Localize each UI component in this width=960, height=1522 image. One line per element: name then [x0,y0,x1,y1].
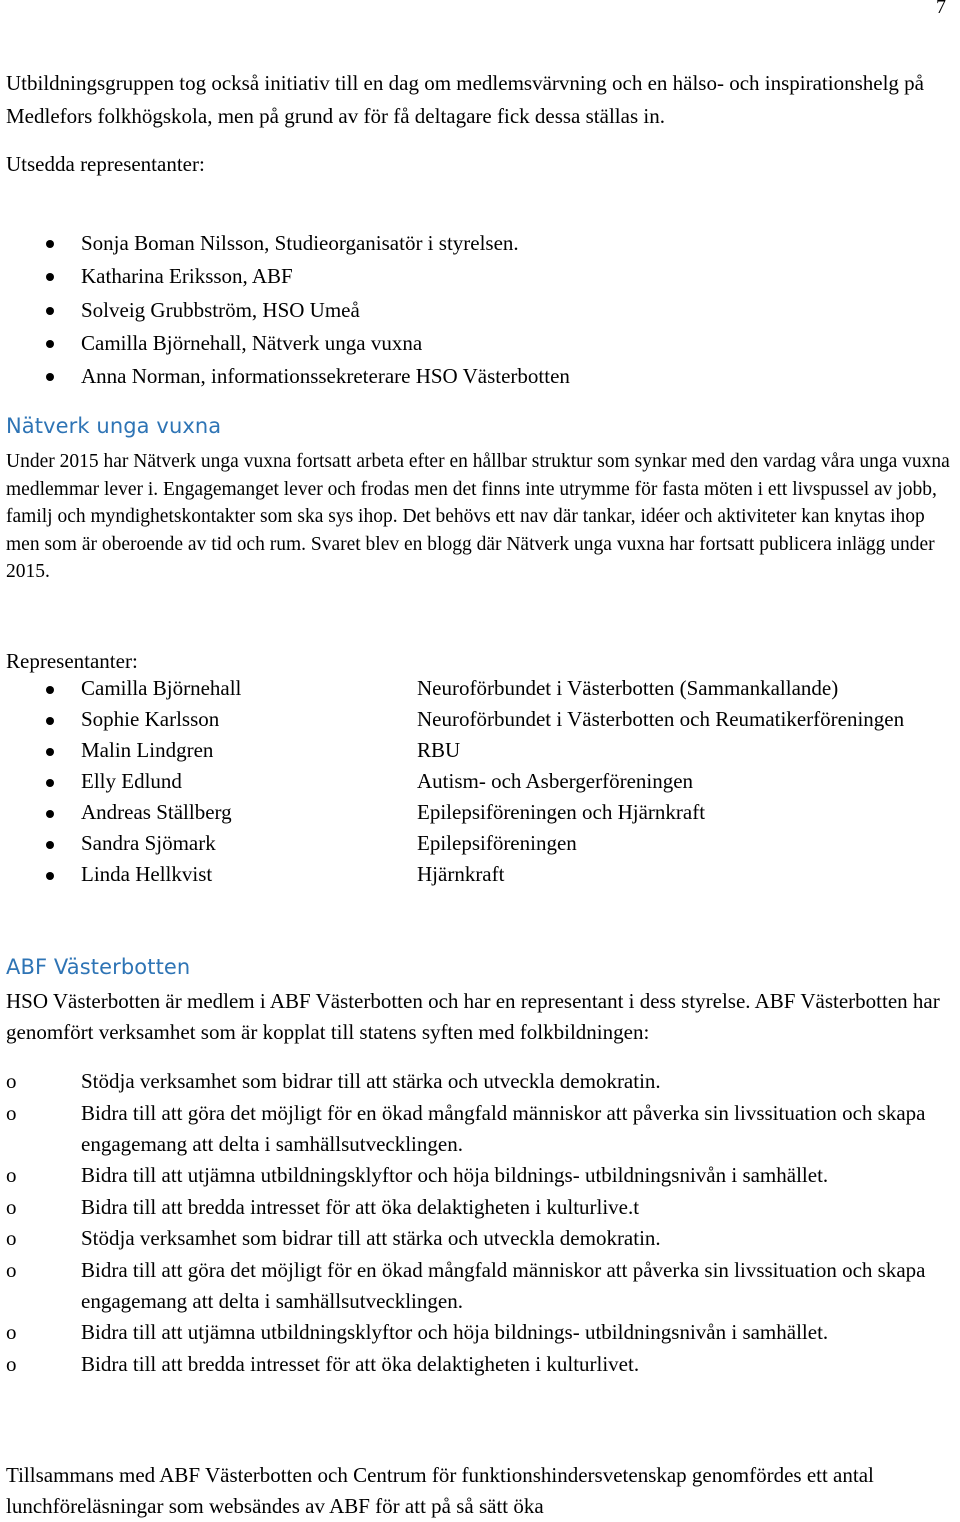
rep-name: Linda Hellkvist [81,862,213,886]
rep-org: Autism- och Asbergerföreningen [417,769,694,793]
bullet-icon [46,841,54,849]
rep-name: Camilla Björnehall [81,676,242,700]
table-row [6,767,957,798]
bullet-icon [46,340,54,348]
representatives-list [6,227,946,393]
circle-bullet-icon: o [6,1351,17,1376]
circle-bullet-icon: o [6,1257,17,1282]
intro-paragraph: Utbildningsgruppen tog också initiativ till en dag om medlemsvärvning och en hälso- och inspirationshelg på Medlefors folkhögskola, men på grund av för få deltagare fick dessa ställas in. [6,71,925,128]
list-item: o Bidra till att göra det möjligt för en ökad mångfald människor att påverka sin livssituation och skapa engagemang att delta i samhällsutvecklingen. [6,1255,951,1317]
bullet-icon [46,373,54,381]
list-item: Katharina Eriksson, ABF [6,260,946,293]
list-item: Sonja Boman Nilsson, Studieorganisatör i styrelsen. [6,227,946,260]
rep-org: RBU [417,738,461,762]
rep-name: Sandra Sjömark [81,831,216,855]
bullet-icon [46,686,54,694]
list-item: o Bidra till att utjämna utbildningsklyftor och höja bildnings- utbildningsnivån i samhället. [6,1317,951,1348]
list-item: o Stödja verksamhet som bidrar till att stärka och utveckla demokratin. [6,1066,951,1097]
circle-bullet-icon: o [6,1226,17,1250]
rep-org: Neuroförbundet i Västerbotten och Reumatikerföreningen [417,707,905,731]
list-item: o Bidra till att göra det möjligt för en ökad mångfald människor att påverka sin livssituation och skapa engagemang att delta i samhällsutvecklingen. [6,1098,951,1160]
rep-org: Hjärnkraft [417,862,505,886]
circle-bullet-icon: o [6,1320,17,1344]
section-heading-natverk: Nätverk unga vuxna [6,414,222,438]
list-item: Camilla Björnehall, Nätverk unga vuxna [6,327,946,360]
circle-bullet-icon: o [6,1194,17,1219]
rep-name: Elly Edlund [81,769,182,793]
bullet-icon [46,810,54,818]
representatives-label: Utsedda representanter: [6,152,205,176]
abf-paragraph: HSO Västerbotten är medlem i ABF Västerbotten och har en representant i dess styrelse. ABF Västerbotten har genomfört verksamhet som är kopplat till statens syften med folkbildningen: [6,989,940,1044]
page-number: 7 [936,0,946,18]
list-item: Anna Norman, informationssekreterare HSO Västerbotten [6,360,946,393]
rep-org: Epilepsiföreningen och Hjärnkraft [417,800,706,824]
table-row [6,860,957,891]
section-heading-abf: ABF Västerbotten [6,955,191,979]
list-item: o Stödja verksamhet som bidrar till att stärka och utveckla demokratin. [6,1223,951,1254]
list-item: o Bidra till att bredda intresset för att öka delaktigheten i kulturlive.t [6,1192,951,1223]
bullet-icon [46,307,54,315]
bullet-icon [46,240,54,248]
table-row [6,829,957,860]
table-row [6,736,957,767]
bullet-icon [46,273,54,281]
natverk-reps-label: Representanter: [6,649,138,673]
circle-bullet-icon: o [6,1163,17,1187]
natverk-paragraph: Under 2015 har Nätverk unga vuxna fortsatt arbeta efter en hållbar struktur som synkar med den vardag våra unga vuxna medlemmar lever i. Engagemanget lever och frodas men det finns inte utrymme för fasta möten i ett livspussel av jobb, familj och myndighetskontakter som ska sys ihop. Det behövs ett nav där tankar, idéer och aktiviteter kan knytas ihop men som är oberoende av tid och rum. Svaret blev en blogg där Nätverk unga vuxna har fortsatt publicera inlägg under 2015. [6,451,950,582]
bullet-icon [46,748,54,756]
list-item: o Bidra till att utjämna utbildningsklyftor och höja bildnings- utbildningsnivån i samhället. [6,1160,951,1191]
bullet-icon [46,717,54,725]
list-item: Solveig Grubbström, HSO Umeå [6,294,946,327]
table-row [6,674,957,705]
circle-bullet-icon: o [6,1069,17,1093]
abf-closing-paragraph: Tillsammans med ABF Västerbotten och Centrum för funktionshindersvetenskap genomfördes ett antal lunchföreläsningar som websändes av ABF för att på så sätt öka [6,1463,874,1518]
rep-name: Malin Lindgren [81,738,214,762]
rep-org: Epilepsiföreningen [417,831,577,855]
rep-org: Neuroförbundet i Västerbotten (Sammankallande) [417,676,839,700]
bullet-icon [46,779,54,787]
bullet-icon [46,872,54,880]
table-row [6,798,957,829]
natverk-reps-table [6,674,957,891]
abf-purpose-list [6,1066,951,1380]
rep-name: Andreas Ställberg [81,800,232,824]
list-item: o Bidra till att bredda intresset för att öka delaktigheten i kulturlivet. [6,1349,951,1380]
circle-bullet-icon: o [6,1100,17,1125]
table-row [6,705,957,736]
rep-name: Sophie Karlsson [81,707,220,731]
